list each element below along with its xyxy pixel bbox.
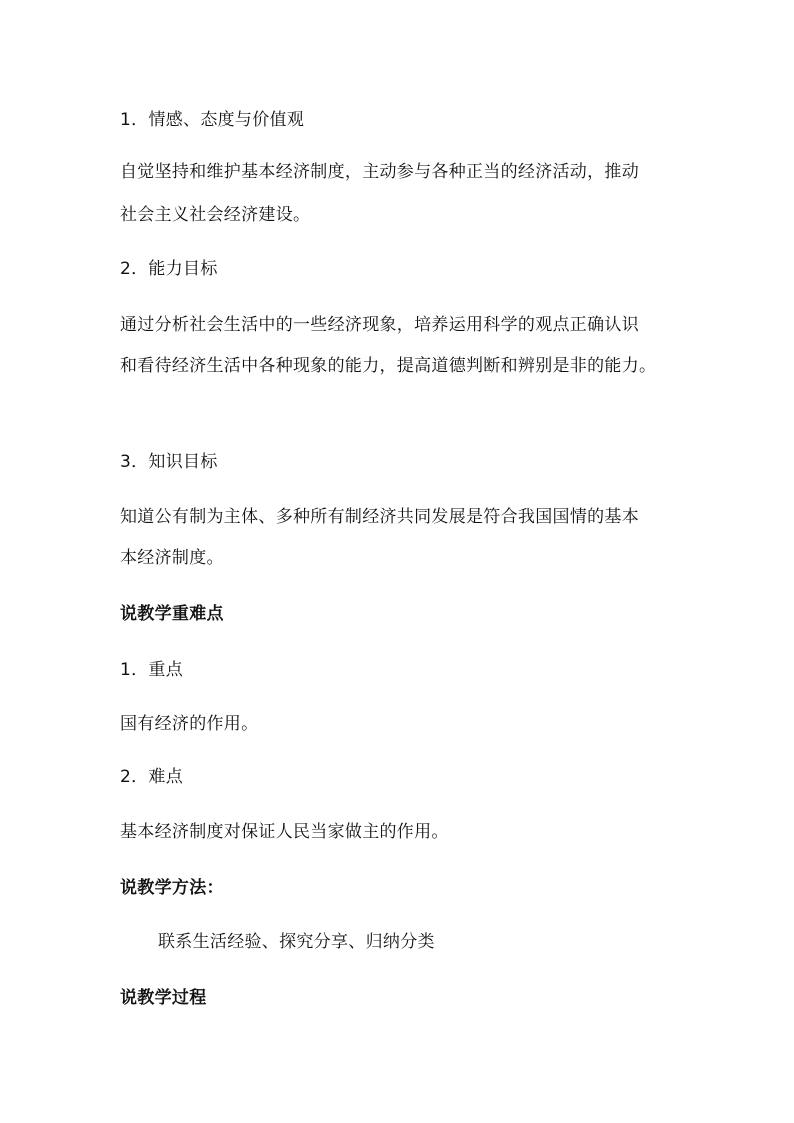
item3-heading: 3．知识目标 xyxy=(120,452,218,472)
item2-line2: 和看待经济生活中各种现象的能力，提高道德判断和辨别是非的能力。 xyxy=(120,356,657,376)
section-key-points-heading: 说教学重难点 xyxy=(120,604,224,624)
difficulty-text: 基本经济制度对保证人民当家做主的作用。 xyxy=(120,822,449,842)
difficulty-heading: 2．难点 xyxy=(120,767,184,787)
key-point-heading: 1．重点 xyxy=(120,660,184,680)
item2-line1: 通过分析社会生活中的一些经济现象，培养运用科学的观点正确认识 xyxy=(120,315,639,335)
item3-line1: 知道公有制为主体、多种所有制经济共同发展是符合我国国情的基本 xyxy=(120,507,639,527)
item2-heading: 2．能力目标 xyxy=(120,259,218,279)
item3-line2: 本经济制度。 xyxy=(120,548,224,568)
section-process-heading: 说教学过程 xyxy=(120,988,207,1008)
methods-text: 联系生活经验、探究分享、归纳分类 xyxy=(158,932,435,952)
key-point-text: 国有经济的作用。 xyxy=(120,714,259,734)
item1-line1: 自觉坚持和维护基本经济制度，主动参与各种正当的经济活动，推动 xyxy=(120,162,639,182)
item1-heading: 1．情感、态度与价值观 xyxy=(120,110,305,130)
section-methods-heading: 说教学方法： xyxy=(120,878,224,898)
item1-line2: 社会主义社会经济建设。 xyxy=(120,205,311,225)
